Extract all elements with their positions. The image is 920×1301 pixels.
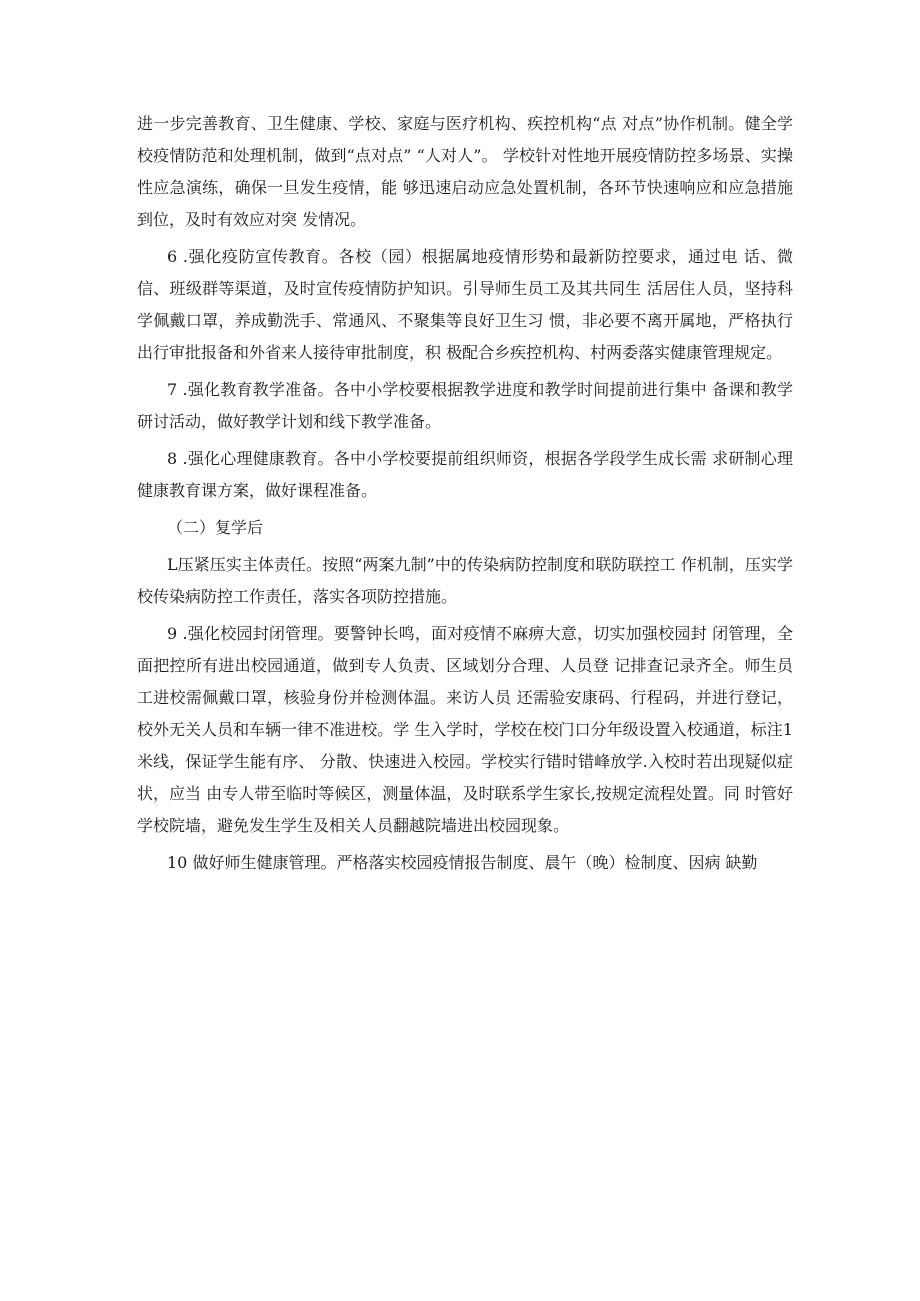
paragraph-continuation: 进一步完善教育、卫生健康、学校、家庭与医疗机构、疾控机构“点 对点”协作机制。健全学校疫情防范和处理机制，做到“点对点” “人对人”。 学校针对性地开展疫情防控多场景、实操性应急演练，确保一旦发生疫情，能 够迅速启动应急处置机制，各环节快速响应和应急措施到位，及时有效应对突 发情况。 [137, 114, 793, 229]
document-page [137, 108, 793, 879]
paragraph-item-10: 10 做好师生健康管理。严格落实校园疫情报告制度、晨午（晚）检制度、因病 缺勤 [167, 853, 758, 872]
paragraph-item-7: 7 .强化教育教学准备。各中小学校要根据教学进度和教学时间提前进行集中 备课和教学研讨活动，做好教学计划和线下教学准备。 [137, 380, 793, 431]
section-heading: （二）复学后 [167, 518, 264, 537]
paragraph-item-9: 9 .强化校园封闭管理。要警钟长鸣，面对疫情不麻痹大意，切实加强校园封 闭管理，全面把控所有进出校园通道，做到专人负责、区域划分合理、人员登 记排查记录齐全。师生员工进校需佩戴口罩，核验身份并检测体温。来访人员 还需验安康码、行程码，并进行登记，校外无关人员和车辆一律不准进校。学 生入学时，学校在校门口分年级设置入校通道，标注1米线，保证学生能有序、 分散、快速进入校园。学校实行错时错峰放学.入校时若出现疑似症状，应当 由专人带至临时等候区，测量体温，及时联系学生家长,按规定流程处置。同 时管好学校院墙，避免发生学生及相关人员翻越院墙进出校园现象。 [137, 624, 793, 835]
paragraph-item-6: 6 .强化疫防宣传教育。各校（园）根据属地疫情形势和最新防控要求，通过电 话、微信、班级群等渠道，及时宣传疫情防护知识。引导师生员工及其共同生 活居住人员，坚持科学佩戴口罩，养成勤洗手、常通风、不聚集等良好卫生习 惯，非必要不离开属地，严格执行出行审批报备和外省来人接待审批制度，积 极配合乡疾控机构、村两委落实健康管理规定。 [137, 247, 793, 362]
paragraph-item-8: 8 .强化心理健康教育。各中小学校要提前组织师资，根据各学段学生成长需 求研制心理健康教育课方案，做好课程准备。 [137, 449, 793, 500]
paragraph-item-1: L压紧压实主体责任。按照“两案九制”中的传染病防控制度和联防联控工 作机制，压实学校传染病防控工作责任，落实各项防控措施。 [137, 555, 793, 606]
